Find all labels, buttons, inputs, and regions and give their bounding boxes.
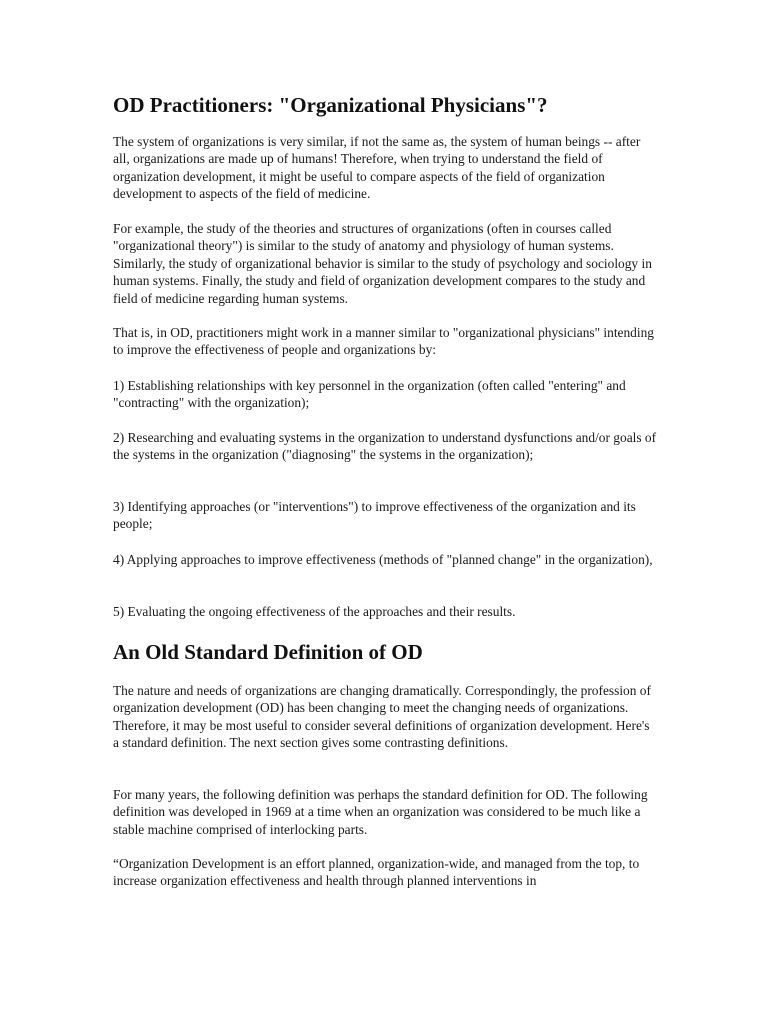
list-item-1: 1) Establishing relationships with key personnel in the organization (often called "entering" and "contracting" with the organization); xyxy=(113,378,626,411)
list-item-3: 3) Identifying approaches (or "interventions") to improve effectiveness of the organization and its people; xyxy=(113,499,636,532)
list-item-5: 5) Evaluating the ongoing effectiveness of the approaches and their results. xyxy=(113,604,516,619)
paragraph-example: For example, the study of the theories and structures of organizations (often in courses called "organizational theory") is similar to the study of anatomy and physiology of human systems. Similarly, the study of organizational behavior is similar to the study of psychology and sociology in human systems. Finally, the study and field of organization development compares to the study and field of medicine regarding human systems. xyxy=(113,221,652,306)
section-heading-od-practitioners: OD Practitioners: "Organizational Physicians"? xyxy=(113,93,548,117)
paragraph-that-is: That is, in OD, practitioners might work in a manner similar to "organizational physicians" intending to improve the effectiveness of people and organizations by: xyxy=(113,325,654,358)
paragraph-intro: The system of organizations is very similar, if not the same as, the system of human beings -- after all, organizations are made up of humans! Therefore, when trying to understand the field of organization development, it might be useful to compare aspects of the field of organization development to aspects of the field of medicine. xyxy=(113,134,641,202)
list-item-2: 2) Researching and evaluating systems in the organization to understand dysfunctions and/or goals of the systems in the organization ("diagnosing" the systems in the organization); xyxy=(113,430,657,463)
list-item-4: 4) Applying approaches to improve effectiveness (methods of "planned change" in the organization), xyxy=(113,552,653,567)
paragraph-many-years: For many years, the following definition was perhaps the standard definition for OD. The following definition was developed in 1969 at a time when an organization was considered to be much like a stable machine comprised of interlocking parts. xyxy=(113,787,648,837)
paragraph-nature-needs: The nature and needs of organizations are changing dramatically. Correspondingly, the profession of organization development (OD) has been changing to meet the changing needs of organizations. Therefore, it may be most useful to consider several definitions of organization development. Here's a standard definition. The next section gives some contrasting definitions. xyxy=(113,683,651,751)
paragraph-quote: “Organization Development is an effort planned, organization-wide, and managed from the top, to increase organization effectiveness and health through planned interventions in xyxy=(113,856,640,889)
section-heading-old-standard-definition: An Old Standard Definition of OD xyxy=(113,640,423,664)
